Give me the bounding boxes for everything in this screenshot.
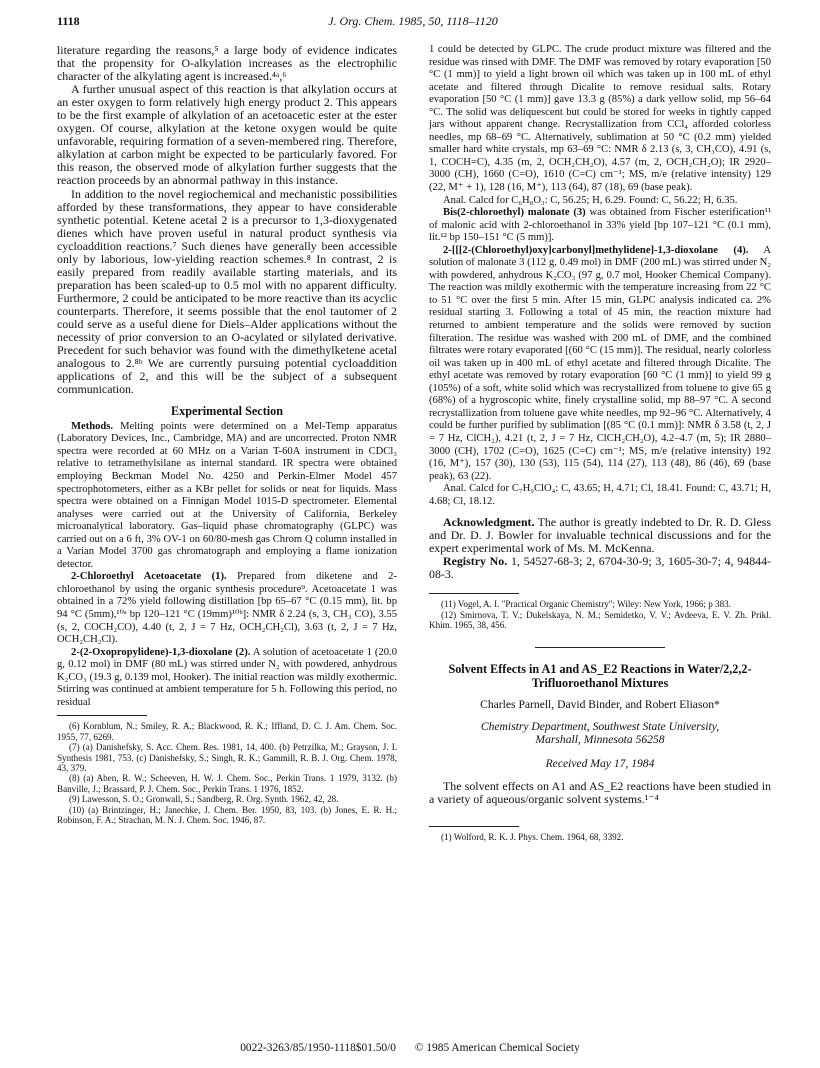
compound-4-label: 2-[[[2-(Chloroethyl)oxy]carbonyl]methylidene]-1,3-dioxolane (4). bbox=[443, 244, 749, 256]
compound-2-text: A solution of acetoacetate 1 (20.0 g, 0.12 mol) in DMF (80 mL) was stirred under N₂ with powdered, anhydrous K₂CO₃ (19.3 g, 0.139 mol, Hooker). The initial reaction was mildly exothermic. Stirring was continued at ambient temperature for 5 h. Following this period, no residual bbox=[57, 646, 397, 708]
affiliation-line: Chemistry Department, Southwest State University, bbox=[480, 719, 720, 733]
footnote: (11) Vogel, A. I. "Practical Organic Chemistry"; Wiley: New York, 1966; p 383. bbox=[441, 599, 731, 610]
left-column bbox=[57, 44, 397, 825]
acknowledgment-label: Acknowledgment. bbox=[443, 515, 535, 530]
article-divider bbox=[535, 647, 665, 648]
page-number: 1118 bbox=[57, 14, 80, 28]
compound-4-paragraph bbox=[429, 245, 771, 483]
footnote-divider bbox=[57, 715, 147, 716]
methods-label: Methods. bbox=[71, 420, 114, 432]
compound-3-text: was obtained from Fischer esterification¹¹ of malonic acid with 2-chloroethanol in 33% yield [bp 107–121 °C (0.1 mm), lit.¹² bp 150–151 °C (5 mm)]. bbox=[429, 207, 771, 244]
acknowledgment bbox=[429, 516, 771, 555]
acknowledgment-text: The author is greatly indebted to Dr. R. D. Gless and Dr. D. J. Bowler for invaluable technical discussions and for the expert experimental work of Ms. M. McKenna. bbox=[429, 515, 771, 556]
right-column bbox=[429, 44, 771, 843]
article-title: Solvent Effects in A1 and AS_E2 Reactions in Water/2,2,2-Trifluoroethanol Mixtures bbox=[448, 661, 752, 690]
footnote: (10) (a) Brintzinger, H.; Janechke, J. Chem. Ber. 1950, 83, 103. (b) Jones, E. R. H.; Robinson, F. A.; Strachan, M. N. J. Chem. Soc. 1946, 87. bbox=[57, 804, 397, 826]
affiliation-line: Marshall, Minnesota 56258 bbox=[535, 733, 665, 747]
registry-text: 1, 54527-68-3; 2, 6704-30-9; 3, 1605-30-7; 4, 94844-08-3. bbox=[429, 554, 771, 582]
footnote-divider bbox=[429, 593, 519, 594]
copyright: © 1985 American Chemical Society bbox=[414, 1042, 580, 1054]
page-footer bbox=[0, 1042, 820, 1054]
footnote: (6) Kornblum, N.; Smiley, R. A.; Blackwood, R. K.; Iffland, D. C. J. Am. Chem. Soc. 1955, 77, 6269. bbox=[57, 721, 397, 742]
article-authors: Charles Parnell, David Binder, and Robert Eliason* bbox=[480, 698, 720, 712]
paragraph: literature regarding the reasons,⁵ a large body of evidence indicates that the propensity for O-alkylation increases as the electrophilic character of the alkylating agent is increased.⁴ᵃ,⁶ bbox=[57, 43, 397, 84]
footnote: (12) Smirnova, T. V.; Dukelskaya, N. M.; Semidetko, V. V.; Avdeeva, E. V. Zh. Prikl. Khim. 1965, 38, 456. bbox=[429, 609, 771, 631]
compound-3-label: Bis(2-chloroethyl) malonate (3) bbox=[443, 207, 586, 219]
paragraph: A further unusual aspect of this reaction is that alkylation occurs at an ester oxygen to form relatively high energy product 2. This appears to be the first example of alkylation of an acetoacetic ester at the ester oxygen. Of course, alkylation at the ketone oxygen would be quite unfavorable, requiring formation of a seven-membered ring. Therefore, alkylation at carbon might be expected to be particularly favored. For this reason, the observed mode of alkylation further suggests that the reaction proceeds by an abnormal pathway in this instance. bbox=[57, 82, 397, 188]
compound-4-text: A solution of malonate 3 (112 g, 0.49 mol) in DMF (200 mL) was stirred under N₂ with powdered, anhydrous K₂CO₃ (97 g, 0.7 mol, Hooker Chemical Company). The reaction was mildly exothermic with the temperature increasing from 22 °C to 51 °C over the first 5 min. After 15 min, GLPC analysis indicated ca. 2% residual starting 3. Following a total of 45 min, the reaction mixture had returned to ambient temperature and the solids were removed by suction filteration. The residue was washed with 200 mL of DMF, and the combined filtrates were rotary evaporated [(60 °C (15 mm)]. The residual, nearly colorless oil was taken up in 400 mL of ethyl acetate and filtered through Dicalite. The ethyl acetate was removed by rotary evaporation [60 °C (1 mm)] to yield 99 g (105%) of a soft, white solid which was recrystallized from toluene to give 65 g (68%) of a hygroscopic white, finely crystalline solid, mp 88–97 °C. A second recrystallization from toluene gave white needles, mp 92–96 °C. Alternatively, 4 could be further purified by sublimation [(85 °C (0.1 mm)]: NMR δ 3.58 (t, 2, J = 7 Hz, ClCH₂), 4.21 (t, 2, J = 7 Hz, ClCH₂CH₂O), 4.2–4.7 (m, 5); IR 2880–3000 (CH), 1702 (C=O), 1625 (C=C) cm⁻¹; MS, m/e (relative intensity) 192 (16, M⁺), 157 (30), 130 (53), 115 (54), 114 (27), 113 (48), 86 (46), 69 (base peak), 63 (22). bbox=[429, 244, 771, 482]
methods-paragraph bbox=[57, 421, 397, 572]
compound-2-label: 2-(2-Oxopropylidene)-1,3-dioxolane (2). bbox=[71, 646, 251, 658]
article-code: 0022-3263/85/1950-1118$01.50/0 bbox=[240, 1042, 396, 1054]
methods-text: Melting points were determined on a Mel-Temp apparatus (Laboratory Devices, Inc., Cambridge, MA) and are uncorrected. Proton NMR spectra were recorded at 60 MHz on a Varian T-60A instrument in CDCl₃ relative to tetramethylsilane as internal standard. IR spectra were obtained employing Beckman Model No. 4250 and Perkin-Elmer Model 457 spectrophotometers, either as a KBr pellet for solids or neat for liquids. Mass spectra were obtained on a Finnigan Model 1015-D spectrometer. Elemental analyses were carried out at the University of California, Berkeley microanalytical laboratory. Gas–liquid phase chromatography (GLPC) was carried out on a 6 ft, 3% OV-1 on 60/80-mesh gas Chrom Q column installed in a Varian Model 3700 gas chromatograph and employing a flame ionization detector. bbox=[57, 420, 398, 570]
footnote: (1) Wolford, R. K. J. Phys. Chem. 1964, 68, 3392. bbox=[441, 832, 624, 843]
footnote: (7) (a) Danishefsky, S. Acc. Chem. Res. 1981, 14, 400. (b) Petrzilka, M.; Grayson, J. I. Synthesis 1981, 753. (c) Danishefsky, S.; Singh, R. K.; Gammill, R. B. J. Org. Chem. 1978, 43, 379. bbox=[57, 742, 397, 774]
article-affiliation bbox=[429, 720, 771, 747]
compound-1-text: Prepared from diketene and 2-chloroethanol by using the organic synthesis procedure⁹. Acetoacetate 1 was obtained in a 72% yield following distillation [bp 65–67 °C (0.15 mm), lit. bp 94 °C (5mm),¹⁰ᵃ bp 120–121 °C (19mm)¹⁰ᵇ]: NMR δ 2.24 (s, 3, CH₃ CO), 3.55 (s, 2, COCH₂CO), 4.40 (t, 2, J = 7 Hz, OCH₂CH₂Cl), 3.63 (t, 2, J = 7 Hz, OCH₂CH₂Cl). bbox=[57, 571, 398, 646]
compound-2-paragraph bbox=[57, 647, 397, 710]
paragraph: 1 could be detected by GLPC. The crude product mixture was filtered and the residue was rinsed with DMF. The DMF was removed by rotary evaporation [50 °C (1 mm)] to yield a light brown oil which was taken up in 100 mL of ethyl acetate and filtered through Dicalite to remove residual salts. Rotary evaporation [50 °C (1 mm)] gave 13.3 g (85%) a dark yellow solid, mp 56–64 °C. The solid was deliquescent but could be stored for weeks in tightly capped jars without apparent change. Recrystallization from CCl₄ afforded colorless needles, mp 68–69 °C. Alternatively, sublimation at 50 °C (0.2 mm) yielded smaller hard white crystals, mp 63–69 °C: NMR δ 2.13 (s, 3, CH₃CO), 4.91 (s, 1, COCH=C), 4.35 (m, 2, OCH₂CH₂O), 4.57 (m, 2, OCH₂CH₂O); IR 2920–3000 (CH), 1660 (C=O), 1610 (C=C) cm⁻¹; MS, m/e (relative intensity) 129 (22, M⁺ + 1), 128 (16, M⁺), 113 (64), 87 (18), 69 (base peak). bbox=[429, 44, 771, 194]
journal-citation: J. Org. Chem. 1985, 50, 1118–1120 bbox=[328, 14, 498, 28]
section-heading: Experimental Section bbox=[170, 404, 284, 419]
registry-label: Registry No. bbox=[443, 554, 508, 569]
paragraph: Anal. Calcd for C₆H₈O₃: C, 56.25; H, 6.29. Found: C, 56.22; H, 6.35. bbox=[443, 194, 738, 206]
footnote: (8) (a) Aben, R. W.; Scheeven, H. W. J. Chem. Soc., Perkin Trans. 1 1979, 3132. (b) Banville, J.; Brassard, P. J. Chem. Soc., Perkin Trans. 1 1976, 1852. bbox=[57, 773, 397, 794]
article-abstract: The solvent effects on A1 and AS_E2 reactions have been studied in a variety of aqueous/organic solvent systems.¹⁻⁴ bbox=[429, 779, 771, 807]
paragraph: Anal. Calcd for C₇H₉ClO₄: C, 43.65; H, 4.71; Cl, 18.41. Found: C, 43.71; H, 4.68; Cl, 18.12. bbox=[429, 483, 771, 507]
page-header bbox=[57, 14, 769, 30]
footnote: (9) Lawesson, S. O.; Gronwall, S.; Sandberg, R. Org. Synth. 1962, 42, 28. bbox=[69, 794, 339, 805]
compound-3-paragraph bbox=[429, 207, 771, 245]
footnote-divider bbox=[429, 826, 519, 827]
paragraph: In addition to the novel regiochemical and mechanistic possibilities afforded by these transformations, they appear to have considerable synthetic potential. Ketene acetal 2 is a precursor to 1,3-dioxygenated dienes which have proven useful in natural product synthesis via cycloaddition reactions.⁷ Such dienes have generally been accessible only by laborious, low-yielding reaction schemes.⁸ In contrast, 2 is easily prepared from readily available starting materials, and its preparation has been scaled-up to 0.5 mol with no apparent difficulty. Furthermore, 2 could be anticipated to be more reactive than its acyclic counterparts. Therefore, it seems possible that the enol tautomer of 2 could serve as a useful diene for Diels–Alder applications without the necessity of prior conversion to an O-acylated or silylated derivative. Precedent for such behavior was found with the dimethylketene acetal analogous to 2.⁸ᵇ We are currently pursuing potential cycloaddition applications of 2, and this will be the subject of a subsequent communication. bbox=[57, 186, 397, 397]
compound-1-label: 2-Chloroethyl Acetoacetate (1). bbox=[71, 571, 227, 583]
received-date: Received May 17, 1984 bbox=[545, 756, 655, 770]
registry-numbers bbox=[429, 555, 771, 581]
compound-1-paragraph bbox=[57, 571, 397, 646]
